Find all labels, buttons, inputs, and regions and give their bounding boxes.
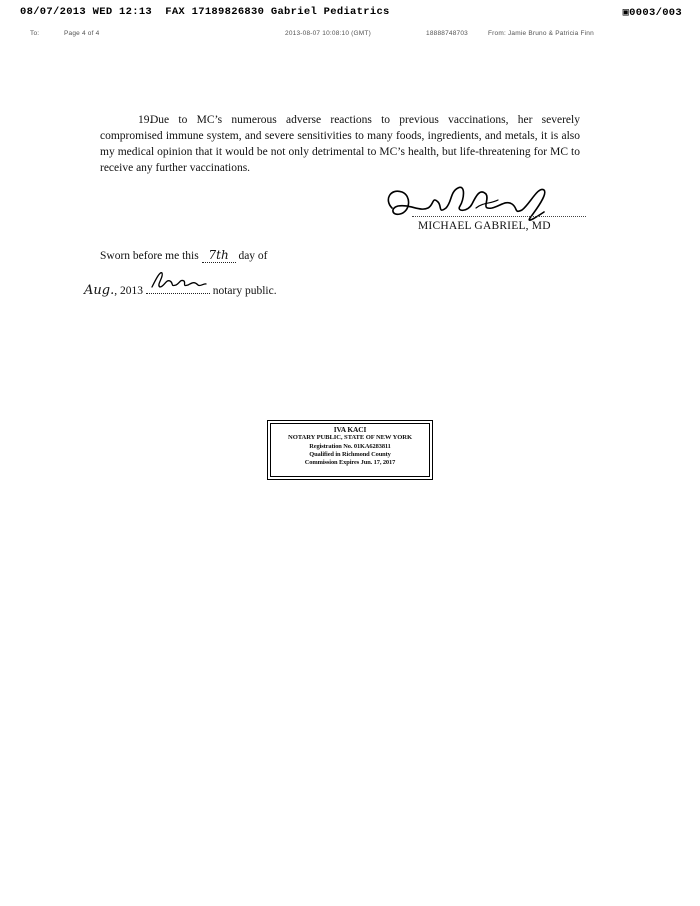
fax-timestamp: 2013-08-07 10:08:10 (GMT) xyxy=(285,30,371,37)
fax-number: 18888748703 xyxy=(426,30,468,37)
sworn-year: , 2013 xyxy=(114,285,143,297)
sworn-day-field xyxy=(202,248,236,263)
paragraph-19 xyxy=(100,112,580,176)
fax-header-left: 08/07/2013 WED 12:13 FAX 17189826830 Gabriel Pediatrics xyxy=(20,6,390,18)
stamp-county: Qualified in Richmond County xyxy=(309,450,391,458)
notary-stamp xyxy=(267,420,433,480)
stamp-registration: Registration No. 01KA6283811 xyxy=(309,442,391,450)
paragraph-number: 19. xyxy=(138,114,153,126)
fax-from: From: Jamie Bruno & Patricia Finn xyxy=(488,30,594,37)
sworn-prefix: Sworn before me this xyxy=(100,250,199,262)
paragraph-text: Due to MC’s numerous adverse reactions to previous vaccinations, her severely compromised immune system, and severe sensitivities to many foods, ingredients, and metals, it is also my medical opinion that it would be not only detrimental to MC’s health, but life-threatening for MC to receive any further vaccinations. xyxy=(100,114,580,174)
fax-subheader xyxy=(30,30,642,40)
notary-signature-field xyxy=(146,275,210,294)
fax-header-page: ▣0003/003 xyxy=(622,7,682,19)
notary-line xyxy=(84,275,277,298)
notary-suffix: notary public. xyxy=(212,285,277,297)
stamp-name: IVA KACI xyxy=(333,425,367,434)
fax-header xyxy=(20,6,682,20)
signer-name: MICHAEL GABRIEL, MD xyxy=(418,220,551,232)
stamp-expires: Commission Expires Jun. 17, 2017 xyxy=(304,459,396,467)
sworn-day: 7th xyxy=(208,248,229,262)
signature-line xyxy=(412,216,586,217)
fax-to: To: xyxy=(30,30,40,37)
stamp-title: NOTARY PUBLIC, STATE OF NEW YORK xyxy=(288,434,412,442)
sworn-month: Aug. xyxy=(84,283,115,298)
fax-page: Page 4 of 4 xyxy=(64,30,100,37)
sworn-suffix: day of xyxy=(238,250,268,262)
sworn-line xyxy=(100,248,268,263)
signature-mark xyxy=(380,178,585,226)
notary-signature-mark xyxy=(146,269,210,289)
